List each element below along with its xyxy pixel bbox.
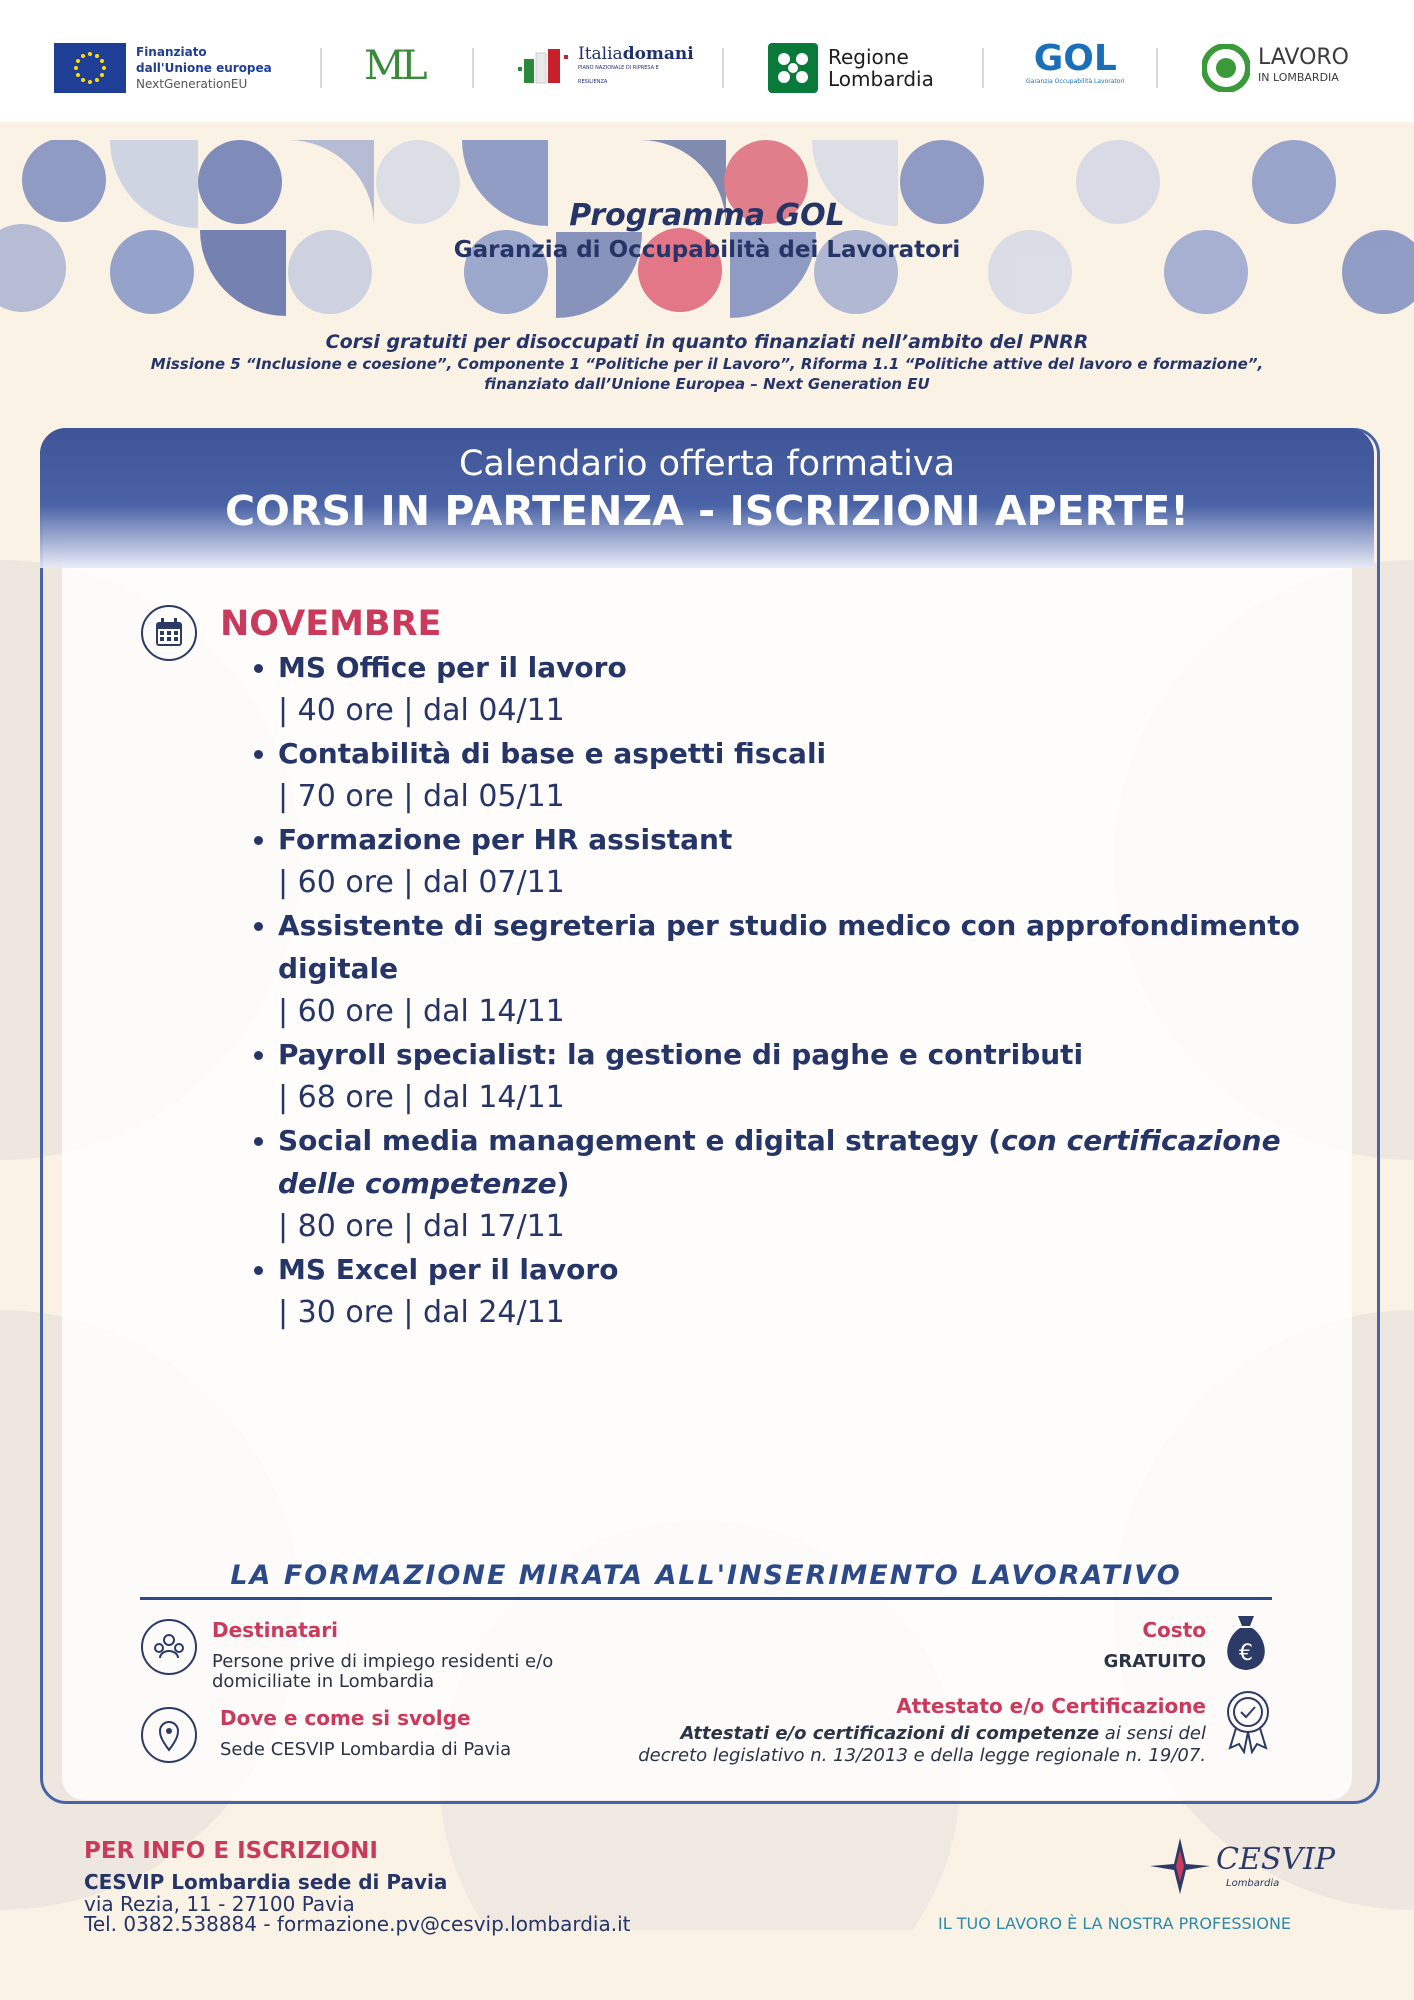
course-title-italic: con certificazione delle competenze [278, 1124, 1281, 1200]
people-icon [140, 1618, 198, 1676]
cesvip-brand: CESVIP [1216, 1842, 1336, 1877]
course-title: • Payroll specialist: la gestione di paghe e contributi [278, 1038, 1084, 1071]
regione-lombardia-logo [768, 40, 934, 96]
lavoro-lombardia-logo [1202, 40, 1349, 96]
attestato-text-2: decreto legislativo n. 13/2013 e della legge regionale n. 19/07. [638, 1745, 1206, 1766]
lavoro-icon [1202, 44, 1250, 92]
course-title: • Formazione per HR assistant [278, 823, 733, 856]
destinatari-label: Destinatari [212, 1618, 338, 1642]
attestato-label: Attestato e/o Certificazione [896, 1694, 1206, 1718]
destinatari-text-1: Persone prive di impiego residenti e/o [212, 1651, 554, 1672]
panel-headline: CORSI IN PARTENZA - ISCRIZIONI APERTE! [224, 487, 1190, 535]
ministero-logo [364, 38, 424, 94]
eu-flag-icon [54, 43, 126, 93]
gol-name: GOL [1033, 38, 1117, 79]
regione-rose-icon [768, 43, 818, 93]
logo-divider [1156, 48, 1158, 88]
italia-domani-light: Italia [578, 44, 623, 64]
destinatari-text-2: domiciliate in Lombardia [212, 1671, 435, 1692]
regione-line1: Regione [828, 45, 909, 69]
course-item [278, 1119, 1318, 1248]
course-meta: | 60 ore | dal 07/11 [278, 865, 565, 900]
program-subtitle: Garanzia di Occupabilità dei Lavoratori [453, 237, 961, 263]
footer-heading: PER INFO E ISCRIZIONI [84, 1838, 378, 1864]
money-bag-icon [1220, 1612, 1272, 1674]
program-title-block [0, 196, 1414, 264]
eu-logo [54, 40, 272, 96]
course-item [278, 1248, 1318, 1334]
pnrr-line1: Corsi gratuiti per disoccupati in quanto finanziati nell’ambito del PNRR [325, 331, 1089, 353]
italia-domani-sub: PIANO NAZIONALE DI RIPRESA E RESILIENZA [578, 65, 659, 85]
logo-divider [982, 48, 984, 88]
course-meta: | 80 ore | dal 17/11 [278, 1209, 565, 1244]
svg-text:€: € [1239, 1641, 1253, 1666]
pnrr-line3: finanziato dall’Unione Europea – Next Generation EU [484, 375, 930, 393]
regione-line2: Lombardia [828, 67, 934, 91]
costo-label: Costo [1142, 1618, 1206, 1642]
italia-domani-icon [518, 45, 574, 91]
pnrr-line2: Missione 5 “Inclusione e coesione”, Componente 1 “Politiche per il Lavoro”, Riforma 1.1 “Politiche attive del lavoro e formazione”, [150, 355, 1264, 373]
lavoro-line1: LAVORO [1258, 45, 1349, 70]
logo-bar [0, 0, 1414, 122]
lavoro-line2: IN LOMBARDIA [1258, 71, 1339, 84]
course-meta: | 60 ore | dal 14/11 [278, 994, 565, 1029]
cesvip-star-icon [1148, 1836, 1212, 1896]
course-item [278, 904, 1318, 1033]
costo-text: GRATUITO [1103, 1651, 1206, 1672]
attestato-text-bold: Attestati e/o certificazioni di competenze [680, 1723, 1100, 1744]
course-item [278, 732, 1318, 818]
course-meta: | 40 ore | dal 04/11 [278, 693, 565, 728]
course-meta: | 68 ore | dal 14/11 [278, 1080, 565, 1115]
gol-sub: Garanzia Occupabilità Lavoratori [1026, 78, 1125, 85]
course-title: • Contabilità di base e aspetti fiscali [278, 737, 827, 770]
footer-address: via Rezia, 11 - 27100 Pavia [84, 1892, 355, 1916]
course-title [278, 1119, 1318, 1205]
eu-line1: Finanziato [136, 45, 207, 59]
eu-line3: NextGenerationEU [136, 77, 248, 91]
award-ribbon-icon [1222, 1688, 1274, 1754]
course-title: • Assistente di segreteria per studio medico con approfondimento digitale [278, 909, 1300, 985]
location-pin-icon [140, 1706, 198, 1764]
logo-divider [320, 48, 322, 88]
footer-contacts[interactable]: Tel. 0382.538884 - formazione.pv@cesvip.lombardia.it [84, 1912, 631, 1936]
dove-label: Dove e come si svolge [220, 1706, 471, 1730]
course-item [278, 818, 1318, 904]
logo-divider [472, 48, 474, 88]
course-list [240, 646, 1318, 1334]
mirata-banner: LA FORMAZIONE MIRATA ALL'INSERIMENTO LAVORATIVO [140, 1560, 1272, 1600]
cesvip-brand-sub: Lombardia [1226, 1878, 1280, 1889]
course-meta: | 30 ore | dal 24/11 [278, 1295, 565, 1330]
course-title-part: Social media management e digital strategy ( [278, 1124, 1002, 1157]
course-meta: | 70 ore | dal 05/11 [278, 779, 565, 814]
pnrr-notice [0, 330, 1414, 394]
course-panel-header [40, 428, 1374, 568]
ministero-mark: ML [364, 43, 424, 89]
attestato-text-rest: ai sensi del [1099, 1723, 1206, 1744]
footer-org: CESVIP Lombardia sede di Pavia [84, 1870, 448, 1894]
cesvip-logo [1148, 1836, 1338, 1896]
course-title: • MS Excel per il lavoro [278, 1253, 619, 1286]
calendar-icon [140, 604, 198, 662]
dove-text: Sede CESVIP Lombardia di Pavia [220, 1739, 512, 1760]
gol-logo [1026, 40, 1125, 96]
course-title: • MS Office per il lavoro [278, 651, 627, 684]
eu-line2: dall'Unione europea [136, 61, 272, 75]
course-title-part: ) [556, 1167, 570, 1200]
logo-divider [722, 48, 724, 88]
month-title: NOVEMBRE [220, 604, 442, 644]
program-title: Programma GOL [569, 198, 845, 233]
course-item [278, 646, 1318, 732]
panel-heading: Calendario offerta formativa [458, 444, 956, 484]
course-item [278, 1033, 1318, 1119]
slogan: IL TUO LAVORO È LA NOSTRA PROFESSIONE [938, 1914, 1292, 1933]
italia-domani-logo [518, 40, 694, 96]
attestato-text-1 [600, 1724, 1206, 1744]
italia-domani-bold: domani [622, 44, 694, 64]
